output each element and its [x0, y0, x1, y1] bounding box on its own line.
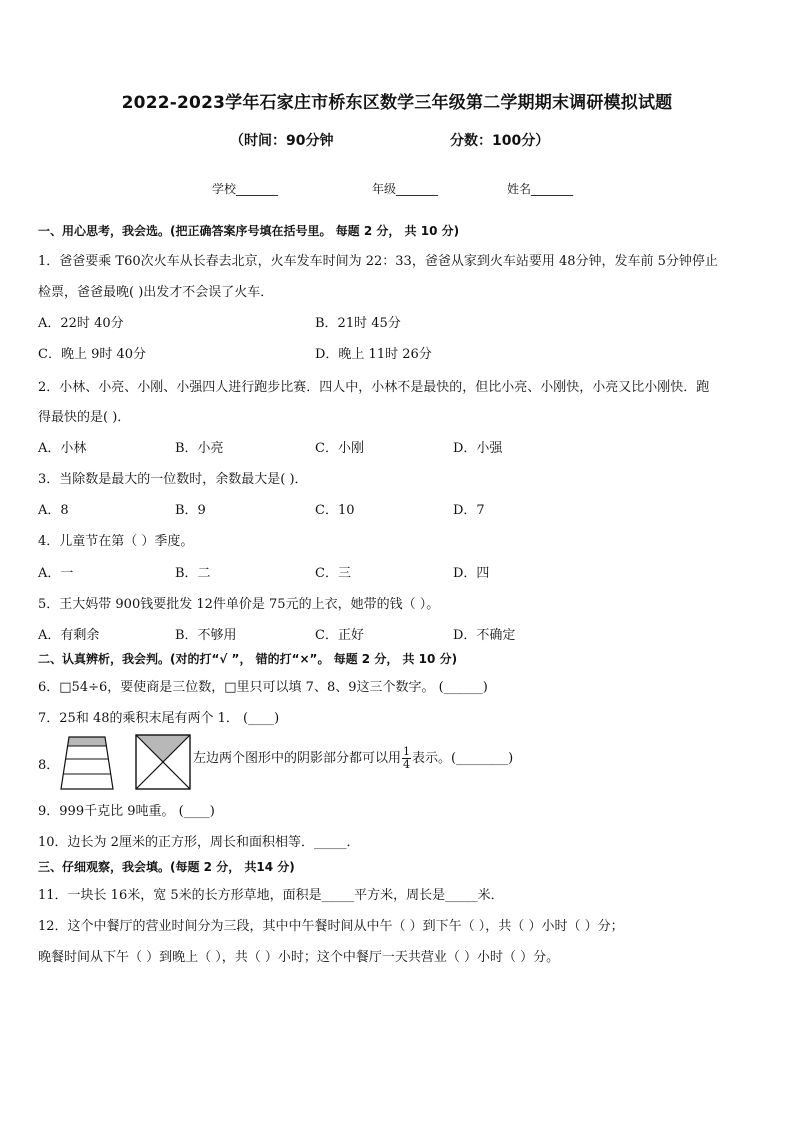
question-2-line-2: 得最快的是( )． — [38, 410, 131, 425]
question-3-option-b: B．9 — [175, 503, 206, 518]
question-4-option-c: C．三 — [315, 566, 351, 581]
question-1-option-b: B．21时 45分 — [315, 316, 401, 331]
question-4-option-a: A．一 — [38, 566, 74, 581]
question-5-option-b: B．不够用 — [175, 628, 237, 643]
question-5-option-a: A．有剩余 — [38, 628, 100, 643]
name-field: 姓名_______ — [507, 182, 574, 196]
question-5-option-c: C．正好 — [315, 628, 364, 643]
question-11: 11．一块长 16米，宽 5米的长方形草地，面积是_____平方米，周长是_____米． — [38, 888, 504, 903]
question-4-option-d: D．四 — [453, 566, 490, 581]
question-5: 5．王大妈带 900钱要批发 12件单价是 75元的上衣，她带的钱（ ）。 — [38, 597, 440, 612]
question-2-line-1: 2．小林、小亮、小刚、小强四人进行跑步比赛．四人中，小林不是最快的，但比小亮、小刚快，小亮又比小刚快．跑 — [38, 380, 710, 395]
question-3-option-c: C．10 — [315, 503, 355, 518]
question-7: 7．25和 48的乘积末尾有两个 1． (____) — [38, 711, 280, 726]
square-figure — [135, 734, 191, 790]
school-field: 学校_______ — [212, 182, 279, 196]
question-9: 9．999千克比 9吨重。 (____) — [38, 804, 215, 819]
question-5-option-d: D．不确定 — [453, 628, 516, 643]
section-2-heading: 二、认真辨析，我会判。(对的打“√ ”， 错的打“×”。 每题 2 分， 共 10 分) — [38, 652, 458, 666]
question-1-line-2: 检票，爸爸最晚( )出发才不会误了火车． — [38, 285, 274, 300]
total-score: 分数：100分） — [450, 133, 550, 149]
page-title: 2022-2023学年石家庄市桥东区数学三年级第二学期期末调研模拟试题 — [121, 93, 673, 113]
question-1-option-a: A．22时 40分 — [38, 316, 124, 331]
time-limit: （时间：90分钟 — [230, 133, 334, 149]
question-10: 10．边长为 2厘米的正方形，周长和面积相等．_____． — [38, 835, 360, 850]
fraction-denominator: 4 — [403, 758, 411, 771]
question-3: 3．当除数是最大的一位数时，余数最大是( )． — [38, 472, 308, 487]
question-2-option-c: C．小刚 — [315, 441, 364, 456]
one-quarter-fraction — [402, 746, 411, 771]
question-12-line-1: 12．这个中餐厅的营业时间分为三段，其中中午餐时间从中午（ ）到下午（ ），共（ ）小时（ ）分； — [38, 919, 624, 934]
trapezoid-figure — [60, 736, 114, 790]
grade-field: 年级_______ — [372, 182, 439, 196]
question-6: 6．□54÷6，要使商是三位数，□里只可以填 7、8、9这三个数字。 (______) — [38, 680, 488, 695]
question-2-option-d: D．小强 — [453, 441, 503, 456]
question-1-line-1: 1．爸爸要乘 T60次火车从长春去北京，火车发车时间为 22：33，爸爸从家到火车站要用 48分钟，发车前 5分钟停止 — [38, 254, 718, 269]
section-1-heading: 一、用心思考，我会选。(把正确答案序号填在括号里。 每题 2 分， 共 10 分) — [38, 224, 460, 238]
question-8-number: 8． — [38, 758, 60, 773]
fraction-numerator: 1 — [403, 745, 411, 758]
question-8-text-after: 表示。(________) — [412, 751, 514, 766]
question-8-text-before: 左边两个图形中的阴影部分都可以用 — [193, 751, 402, 766]
question-4: 4．儿童节在第（ ）季度。 — [38, 534, 194, 549]
question-12-line-2: 晚餐时间从下午（ ）到晚上（ ），共（ ）小时；这个中餐厅一天共营业（ ）小时（ ）分。 — [38, 950, 560, 965]
question-1-option-c: C．晚上 9时 40分 — [38, 347, 147, 362]
question-3-option-a: A．8 — [38, 503, 69, 518]
question-8-text — [193, 746, 513, 771]
question-4-option-b: B．二 — [175, 566, 211, 581]
section-3-heading: 三、仔细观察，我会填。(每题 2 分， 共14 分) — [38, 860, 295, 874]
question-1-option-d: D．晚上 11时 26分 — [315, 347, 432, 362]
question-3-option-d: D．7 — [453, 503, 485, 518]
question-2-option-b: B．小亮 — [175, 441, 224, 456]
question-2-option-a: A．小林 — [38, 441, 87, 456]
